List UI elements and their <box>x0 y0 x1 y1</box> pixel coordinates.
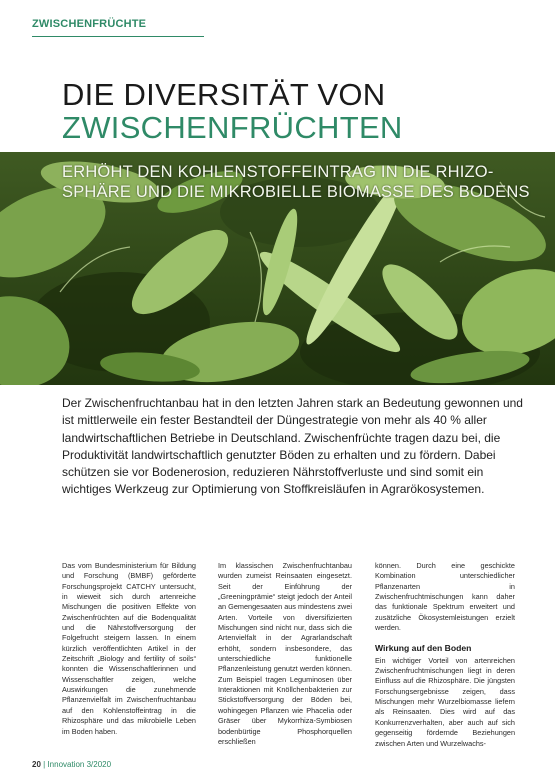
column-3-text-a: können. Durch eine geschickte Kombination unterschiedlicher Pflanzenarten in Zwischenfruchtmischungen kann daher das funktionale Spektrum erweitert und zusätzliche Ökosystemleistungen erzielt werden. <box>375 561 515 633</box>
footer-separator: | <box>43 760 46 769</box>
intro-paragraph: Der Zwischenfruchtanbau hat in den letzten Jahren stark an Bedeutung gewonnen und ist mittlerweile ein fester Bestandteil der Düngestrategie von mehr als 40 % aller landwirtschaftlichen Betriebe in Deutschland. Zwischenfrüchte tragen dazu bei, die Produktivität landwirtschaftlich genutzter Böden zu erhalten und zu fördern. Dabei schützen sie vor Bodenerosion, reduzieren Nährstoffverluste und sind somit ein wichtiges Werkzeug zur Optimierung von Stoffkreisläufen in Agrarökosystemen. <box>62 396 523 497</box>
magazine-issue: Innovation 3/2020 <box>47 760 112 769</box>
column-1-text: Das vom Bundesministerium für Bildung und Forschung (BMBF) geförderte Forschungsprojekt CATCHY untersucht, in wieweit sich durch artenreiche Mischungen die positiven Effekte von Zwischenfrüchten auf die Bodenqualität und die Nährstoffversorgung der Folgefrucht steigern lassen. In einem kürzlich veröffentlichten Artikel in der Zeitschrift „Biology and fertility of soils“ konnten die Wissenschaftlerinnen und Wissenschaftler zeigen, welche Auswirkungen die zunehmende Pflanzenvielfalt im Zwischenfruchtanbau auf den Kohlenstoffeintrag in die Rhizosphäre und das mikrobielle Leben im Boden haben. <box>62 561 196 736</box>
body-column-2 <box>218 561 352 747</box>
column-2-text: Im klassischen Zwischenfruchtanbau wurden zumeist Reinsaaten eingesetzt. Seit der Einführung der „Greeningprämie“ steigt jedoch der Anteil an Gemengesaaten aus mindestens zwei Arten. Vorteile von diversifizierten Mischungen sind nicht nur, dass sich die Artenvielfalt in der Agrarlandschaft erhöht, sondern insbesondere, das unterschiedliche funktionelle Pflanzenleistung genutzt werden können. Zum Beispiel tragen Leguminosen über Interaktionen mit Knöllchenbakterien zur Stickstoffversorgung der Böden bei, wohingegen Pflanzen wie Phacelia oder Gräser über Mykorrhiza-Symbiosen bodenbürtige Phosphorquellen erschließen <box>218 561 352 746</box>
section-tag: ZWISCHENFRÜCHTE <box>32 18 147 30</box>
page-number: 20 <box>32 760 41 769</box>
title-line-1: DIE DIVERSITÄT VON <box>62 77 386 112</box>
page-title <box>62 78 403 144</box>
hero-image <box>0 152 555 385</box>
page-footer <box>32 760 111 769</box>
section-tag-rule <box>32 36 204 37</box>
column-3-subheading: Wirkung auf den Boden <box>375 643 472 654</box>
column-3-text-b: Ein wichtiger Vorteil von artenreichen Zwischenfruchtmischungen liegt in deren Einfluss auf die Rhizosphäre. Die jüngsten Forschungsergebnisse zeigen, dass Mischungen mehr Wurzelbiomasse liefern als Reinsaaten. Dies wird auf das Konkurrenzverhalten, aber auch auf sich gegenseitig fördernde Beziehungen zwischen Arten und Wurzelwachs- <box>375 655 515 748</box>
hero-subtitle: ERHÖHT DEN KOHLENSTOFFEINTRAG IN DIE RHIZO-SPHÄRE UND DIE MIKROBIELLE BIOMASSE DES BODENS <box>62 163 530 201</box>
body-column-1 <box>62 561 196 737</box>
title-line-2: ZWISCHENFRÜCHTEN <box>62 110 403 145</box>
body-column-3 <box>375 561 515 749</box>
